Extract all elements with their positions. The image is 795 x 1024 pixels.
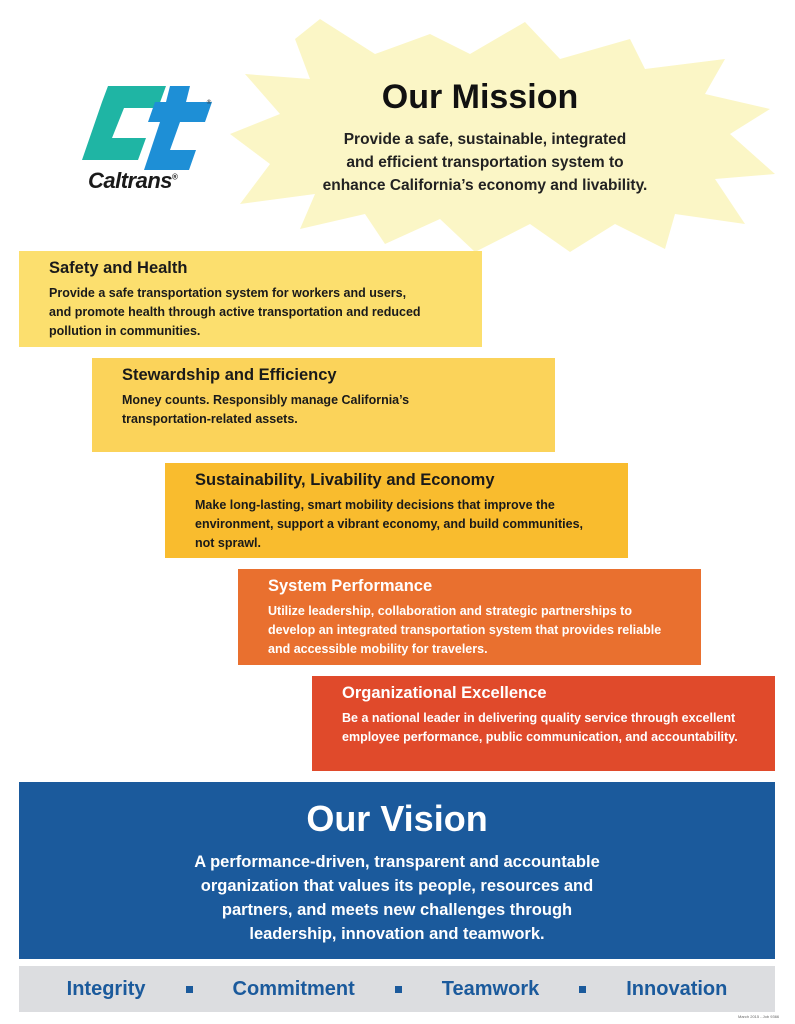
goal-stewardship-and-efficiency [92, 358, 555, 452]
vision-line: A performance-driven, transparent and accountable [194, 853, 600, 871]
goal-safety-and-health [19, 251, 482, 347]
goal-title: Safety and Health [49, 259, 188, 277]
mission-line: Provide a safe, sustainable, integrated [343, 131, 627, 148]
goal-title: Sustainability, Livability and Economy [195, 471, 495, 489]
vision-statement [167, 850, 627, 946]
goal-description [342, 709, 745, 747]
goal-line: and accessible mobility for travelers. [268, 642, 488, 656]
goal-line: develop an integrated transportation system that provides reliable [268, 623, 662, 637]
goal-system-performance [238, 569, 701, 665]
goal-line: pollution in communities. [49, 324, 201, 338]
mission-statement [295, 128, 675, 197]
goal-line: environment, support a vibrant economy, and build communities, [195, 517, 584, 531]
goal-title: Stewardship and Efficiency [122, 366, 337, 384]
value-teamwork: Teamwork [441, 977, 540, 1000]
goal-line: Make long-lasting, smart mobility decisions that improve the [195, 498, 555, 512]
vision-line: partners, and meets new challenges through [221, 901, 573, 919]
caltrans-wordmark-text: Caltrans [88, 168, 173, 193]
goal-description [195, 496, 598, 553]
goal-line: Utilize leadership, collaboration and strategic partnerships to [268, 604, 632, 618]
bullet-separator-icon [395, 986, 402, 993]
document-footnote: March 2015 - Job 9366 [738, 1014, 780, 1019]
goal-line: employee performance, public communication, and accountability. [342, 730, 738, 744]
bullet-separator-icon [186, 986, 193, 993]
goal-description [49, 284, 452, 341]
mission-line: enhance California’s economy and livability. [322, 177, 648, 194]
goal-line: Money counts. Responsibly manage California’s [122, 393, 410, 407]
mission-line: and efficient transportation system to [346, 154, 624, 171]
goal-description [268, 602, 671, 659]
value-commitment: Commitment [232, 977, 355, 1000]
goal-line: and promote health through active transportation and reduced [49, 305, 421, 319]
goal-line: transportation-related assets. [122, 412, 298, 426]
goal-line: Provide a safe transportation system for workers and users, [49, 286, 407, 300]
caltrans-wordmark [88, 168, 177, 194]
vision-title: Our Vision [306, 798, 488, 839]
goal-organizational-excellence [312, 676, 775, 771]
value-innovation: Innovation [626, 977, 728, 1000]
vision-line: organization that values its people, resources and [200, 877, 594, 895]
goal-sustainability-livability-economy [165, 463, 628, 558]
goal-title: Organizational Excellence [342, 684, 547, 702]
svg-text:®: ® [206, 99, 212, 106]
vision-line: leadership, innovation and teamwork. [249, 925, 545, 943]
vision-panel [19, 782, 775, 959]
goal-description [122, 391, 525, 429]
values-bar [19, 966, 775, 1012]
mission-title: Our Mission [381, 78, 579, 116]
value-integrity: Integrity [66, 977, 146, 1000]
bullet-separator-icon [579, 986, 586, 993]
registered-mark: ® [172, 172, 178, 182]
goal-line: not sprawl. [195, 536, 261, 550]
goal-title: System Performance [268, 577, 433, 595]
goal-line: Be a national leader in delivering quality service through excellent [342, 711, 736, 725]
